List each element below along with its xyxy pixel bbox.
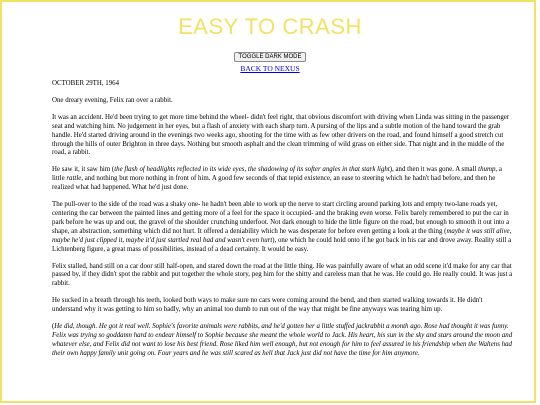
italic-text: rattle [66, 175, 82, 183]
paragraph-text: One dreary evening, Felix ran over a rabbit. [52, 96, 173, 104]
dateline: OCTOBER 29TH, 1964 [52, 80, 120, 87]
story-body [52, 80, 514, 367]
back-link-container [0, 64, 540, 73]
toggle-dark-mode-button[interactable]: TOGGLE DARK MODE [234, 52, 307, 62]
paragraph-text: ), one which he could hold onto if he got back in his car and drove away. Reality still a Lichtenberg figure, a great mass of possibilities, instead of a dead certainty. It would be easy. [52, 236, 512, 253]
story-paragraph [52, 263, 514, 290]
page-title: EASY TO CRASH [178, 14, 362, 39]
story-paragraph [52, 97, 514, 106]
italic-text: thump [478, 166, 496, 174]
paragraph-text: ), and then it was gone. A small [389, 166, 479, 174]
story-paragraph [52, 166, 514, 193]
paragraph-text: , and nothing but more nothing in front of him. A good few seconds of that tepid existence, an ease to steering which he hadn't had before, and then he realized what had happened. What he'd just done. [52, 175, 496, 192]
italic-text: maybe it was still alive, maybe he'd just clipped it, maybe it'd just startled real bad and wasn't even hurt [52, 227, 512, 244]
story-paragraph [52, 114, 514, 159]
story-paragraph [52, 201, 514, 254]
paragraph-text: He sucked in a breath through his teeth, looked both ways to make sure no cars were coming around the bend, and then started walking towards it. He didn't understand why it was getting to him so badly, why an animal too dumb to run out of the way that might be fine anyways was tearing him up. [52, 297, 483, 314]
toggle-container [0, 45, 540, 63]
paragraph-text: ( [52, 323, 55, 331]
paragraph-text: , a little [52, 166, 502, 183]
paragraph-text: He saw it, it saw him ( [52, 166, 115, 174]
story-paragraph [52, 323, 514, 359]
paragraph-text: It was an accident. He'd been trying to get more time behind the wheel- didn't feel right, that obvious discomfort with driving when Linda was sitting in the passenger seat and watching him. No judgement in her eyes, but a flash of anxiety with each sharp turn. A pursing of the lips and a subtle motion of the hand toward the grab handle. He'd started driving around in the evenings two weeks ago, shooting for the time with as few other drivers on the road, and found himself a good stretch cut through the hills of outer Brighton in three days. Nothing but smooth asphalt and the clean trimming of wild grass on either side. That night and in the middle of the road, a rabbit. [52, 113, 510, 157]
italic-text: He did, though. He got it real well. Sophie's favorite animals were rabbits, and he'd gotten her a little stuffed jackrabbit a month ago. Rose had thought it was funny. Felix was trying so goddamn hard to endear himself to Sophie because she meant the whole world to Jack. His heart, his sun in the sky and stars around the moon and whatever else, and Felix did not want to lose his best friend. Rose liked him well enough, but not enough for him to feel assured in his friendship when the Waltens had their own happy family unit going on. Four years and he was still scared as hell that Jack just did not have the time for him anymore. [52, 323, 513, 357]
paragraph-text: Felix stalled, hand still on a car door still half-open, and stared down the road at the little thing. He was painfully aware of what an odd scene it'd make for any car that passed by, if they didn't spot the rabbit and put together the whole story, peg him for the shitty and careless man that he was. He could go. He really could. It was just a rabbit. [52, 262, 513, 288]
story-paragraph [52, 297, 514, 315]
back-to-nexus-link[interactable]: BACK TO NEXUS [240, 64, 300, 73]
paragraph-text: The pull-over to the side of the road was a shaky one- he hadn't been able to work up the nerve to start circling around parking lots and empty two-lane roads yet, centering the car between the painted lines and getting more of a feel for the space it occupied- and the braking even worse. Felix barely remembered to put the car in park before he was up and out, the gravel of the shoulder crunching underfoot. Not dark enough to hide the little figure on the road, but enough to smooth it out into a shape, an abstraction, something which did not hurt. It offered a deniability which he was desperate for before even getting a look at the thing ( [52, 201, 510, 235]
story-paragraphs [52, 97, 514, 359]
italic-text: the flash of headlights reflected in its wide eyes, the shadowing of its softer angles in that stark light [114, 166, 390, 174]
